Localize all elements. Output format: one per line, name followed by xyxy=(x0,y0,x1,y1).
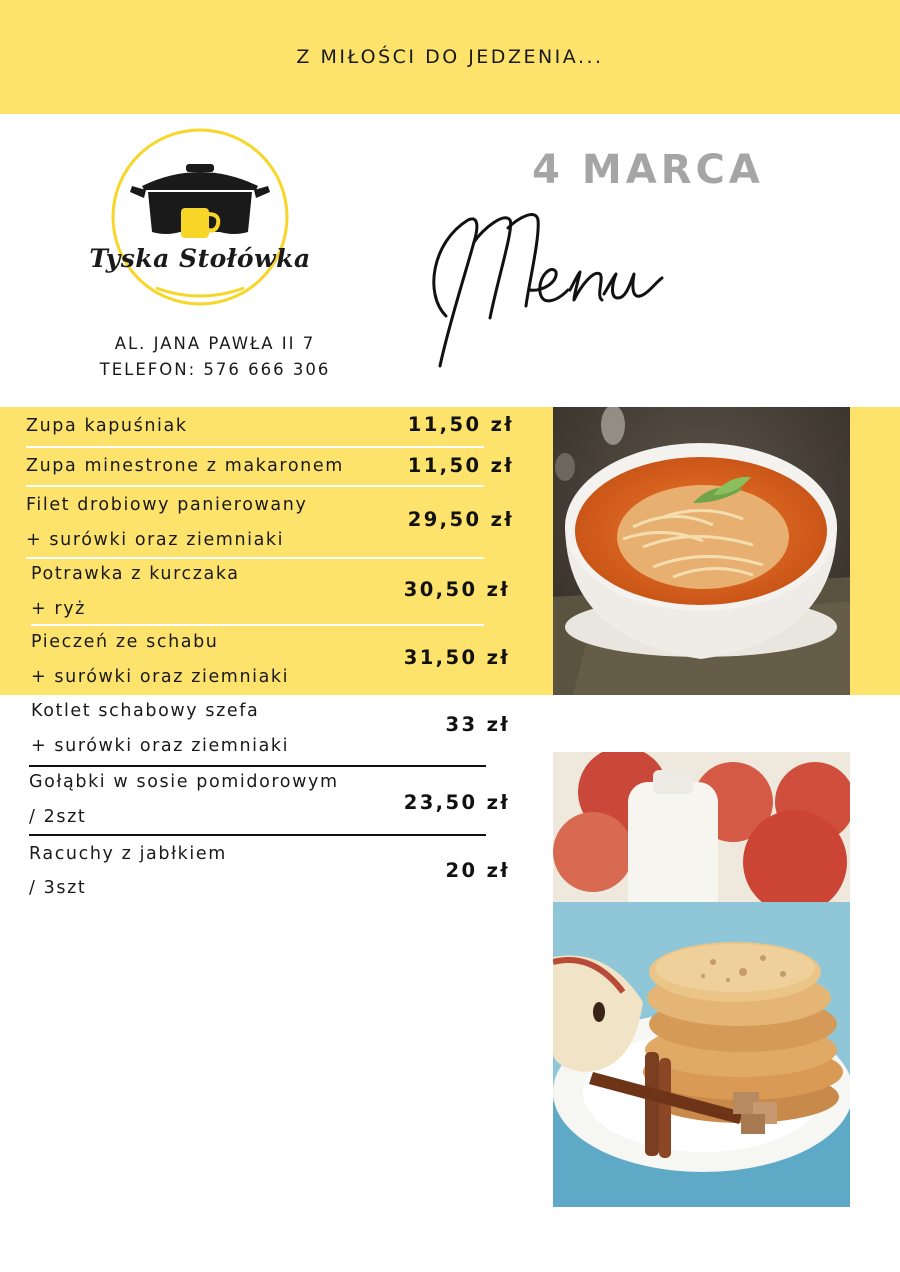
menu-item-name: Zupa kapuśniak xyxy=(26,416,188,436)
menu-item xyxy=(0,694,550,766)
contact-block xyxy=(60,331,370,383)
menu-item xyxy=(0,837,550,907)
menu-item-detail: + ryż xyxy=(31,599,86,619)
menu-item xyxy=(0,448,550,488)
separator xyxy=(26,485,484,487)
menu-item-price: 11,50 zł xyxy=(407,413,514,436)
menu-title-script xyxy=(418,198,678,378)
logo xyxy=(84,128,316,310)
menu-item-detail: + surówki oraz ziemniaki xyxy=(26,530,285,550)
phone: TELEFON: 576 666 306 xyxy=(99,360,331,379)
menu-item xyxy=(0,407,550,447)
menu-item-price: 31,50 zł xyxy=(403,646,510,669)
menu-item-price: 23,50 zł xyxy=(403,791,510,814)
menu-item-detail: / 2szt xyxy=(29,807,87,827)
menu-item-price: 20 zł xyxy=(445,859,510,882)
address: AL. JANA PAWŁA II 7 xyxy=(114,334,316,353)
menu-item-detail: + surówki oraz ziemniaki xyxy=(31,667,290,687)
menu-item-name: Gołąbki w sosie pomidorowym xyxy=(29,772,339,792)
menu-item-name: Racuchy z jabłkiem xyxy=(29,844,227,864)
pot-and-mug-icon xyxy=(84,128,316,310)
menu-title xyxy=(418,198,678,378)
separator xyxy=(29,834,486,836)
menu-item xyxy=(0,625,550,695)
menu-item-name: Kotlet schabowy szefa xyxy=(31,701,260,721)
date: 4 MARCA xyxy=(532,147,764,193)
logo-name: Tyska Stołówka xyxy=(89,244,311,273)
menu-item-price: 29,50 zł xyxy=(407,508,514,531)
menu-item xyxy=(0,488,550,558)
menu-item-name: Filet drobiowy panierowany xyxy=(26,495,308,515)
menu-item-name: Zupa minestrone z makaronem xyxy=(26,456,344,476)
menu-item-price: 30,50 zł xyxy=(403,578,510,601)
menu-item xyxy=(0,557,550,625)
menu-item-detail: + surówki oraz ziemniaki xyxy=(31,736,290,756)
menu-item-price: 33 zł xyxy=(445,713,510,736)
tagline: Z MIŁOŚCI DO JEDZENIA... xyxy=(296,46,604,68)
menu-item-price: 11,50 zł xyxy=(407,454,514,477)
menu-item-name: Potrawka z kurczaka xyxy=(31,564,240,584)
menu-item xyxy=(0,765,550,835)
cabbage-soup-photo xyxy=(553,407,850,695)
menu-highlight-band-edge xyxy=(850,407,900,695)
menu-item-detail: / 3szt xyxy=(29,878,87,898)
apple-pancakes-photo xyxy=(553,752,850,1207)
menu-item-name: Pieczeń ze schabu xyxy=(31,632,219,652)
